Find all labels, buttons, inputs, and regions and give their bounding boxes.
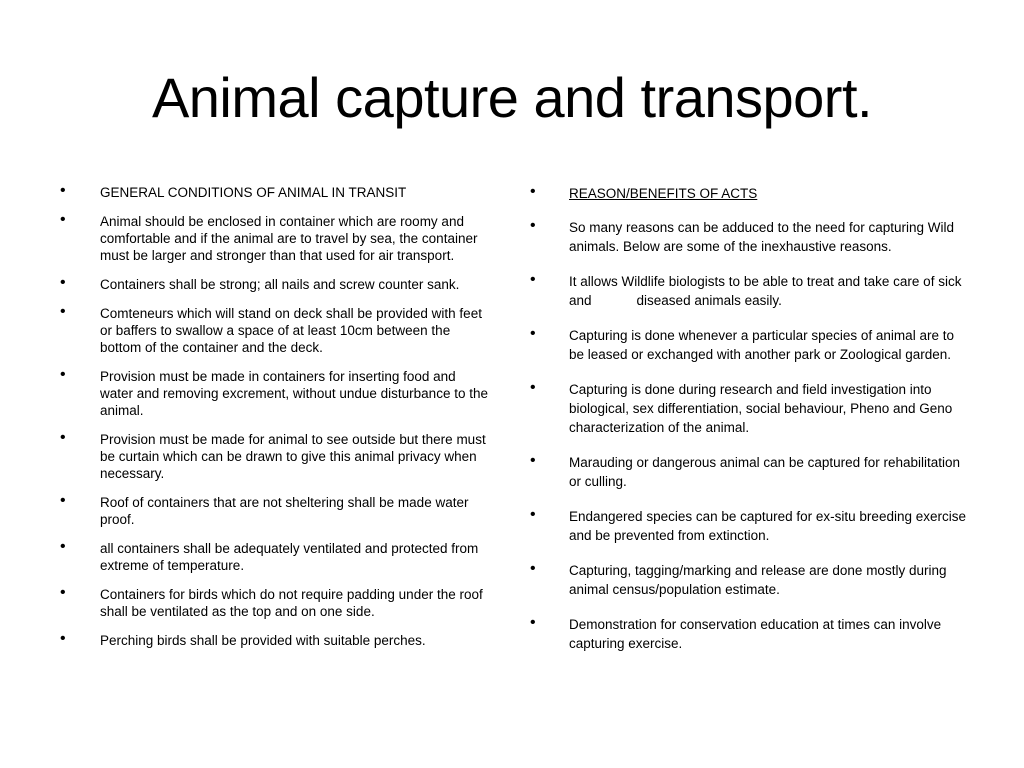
bullet-icon: • <box>60 182 66 199</box>
bullet-icon: • <box>530 560 536 577</box>
left-bullet-list <box>60 184 492 661</box>
list-item-text: Marauding or dangerous animal can be captured for rehabilitation or culling. <box>569 455 960 489</box>
bullet-icon: • <box>530 325 536 342</box>
list-item <box>60 184 492 201</box>
list-item <box>529 218 969 256</box>
list-item-text: Containers shall be strong; all nails and screw counter sank. <box>100 277 460 292</box>
list-item-text: Comteneurs which will stand on deck shall be provided with feet or baffers to swallow a space of at least 10cm between the bottom of the container and the deck. <box>100 306 482 355</box>
bullet-icon: • <box>60 630 66 647</box>
list-item <box>60 431 492 482</box>
bullet-icon: • <box>530 506 536 523</box>
list-item <box>60 540 492 574</box>
bullet-icon: • <box>60 429 66 446</box>
bullet-icon: • <box>60 538 66 555</box>
slide-title: Animal capture and transport. <box>151 66 873 129</box>
list-item <box>529 453 969 491</box>
list-item <box>529 380 969 437</box>
list-item <box>529 184 969 203</box>
list-item-text: So many reasons can be adduced to the need for capturing Wild animals. Below are some of the inexhaustive reasons. <box>569 220 954 254</box>
right-bullet-list <box>529 184 969 669</box>
section-heading: REASON/BENEFITS OF ACTS <box>569 186 758 201</box>
bullet-icon: • <box>60 274 66 291</box>
list-item <box>529 326 969 364</box>
list-item-text: Capturing is done during research and field investigation into biological, sex differentiation, social behaviour, Pheno and Geno characterization of the animal. <box>569 382 953 435</box>
list-item <box>529 272 969 310</box>
list-item-text: Demonstration for conservation education at times can involve capturing exercise. <box>569 617 942 651</box>
list-item-text: It allows Wildlife biologists to be able to treat and take care of sick and diseased animals easily. <box>569 274 966 308</box>
bullet-icon: • <box>60 584 66 601</box>
list-item <box>529 615 969 653</box>
bullet-icon: • <box>530 379 536 396</box>
list-item-text: Provision must be made in containers for inserting food and water and removing excrement, without undue disturbance to the animal. <box>100 369 488 418</box>
bullet-icon: • <box>530 183 536 200</box>
list-item <box>60 305 492 356</box>
bullet-icon: • <box>530 271 536 288</box>
bullet-icon: • <box>530 452 536 469</box>
list-item-text: Capturing, tagging/marking and release are done mostly during animal census/population estimate. <box>569 563 947 597</box>
bullet-icon: • <box>530 217 536 234</box>
list-item-text: Endangered species can be captured for ex-situ breeding exercise and be prevented from extinction. <box>569 509 966 543</box>
list-item-text: Containers for birds which do not require padding under the roof shall be ventilated as the top and on one side. <box>100 587 483 619</box>
list-item <box>60 368 492 419</box>
list-item-text: Roof of containers that are not sheltering shall be made water proof. <box>100 495 469 527</box>
list-item <box>60 586 492 620</box>
bullet-icon: • <box>60 211 66 228</box>
list-item-text: Capturing is done whenever a particular species of animal are to be leased or exchanged with another park or Zoological garden. <box>569 328 954 362</box>
list-item <box>529 507 969 545</box>
bullet-icon: • <box>530 614 536 631</box>
list-item <box>60 494 492 528</box>
list-item <box>60 632 492 649</box>
list-item-text: GENERAL CONDITIONS OF ANIMAL IN TRANSIT <box>100 185 407 200</box>
list-item-text: Perching birds shall be provided with suitable perches. <box>100 633 426 648</box>
bullet-icon: • <box>60 492 66 509</box>
list-item <box>60 213 492 264</box>
bullet-icon: • <box>60 303 66 320</box>
bullet-icon: • <box>60 366 66 383</box>
list-item-text: Provision must be made for animal to see outside but there must be curtain which can be drawn to give this animal privacy when necessary. <box>100 432 486 481</box>
list-item <box>529 561 969 599</box>
list-item-text: Animal should be enclosed in container which are roomy and comfortable and if the animal are to travel by sea, the container must be larger and stronger than that used for air transport. <box>100 214 478 263</box>
list-item <box>60 276 492 293</box>
list-item-text: all containers shall be adequately ventilated and protected from extreme of temperature. <box>100 541 479 573</box>
